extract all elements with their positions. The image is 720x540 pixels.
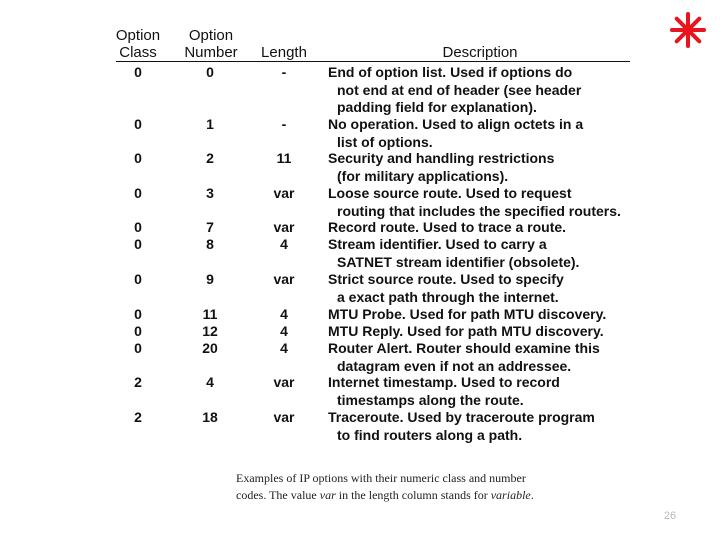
description-line: timestamps along the route. xyxy=(337,391,524,408)
description-line: not end at end of header (see header xyxy=(337,81,582,98)
row-description xyxy=(328,374,648,409)
row-class: 2 xyxy=(134,374,142,390)
row-description xyxy=(328,219,648,237)
description-line: list of options. xyxy=(337,133,433,150)
row-length: 4 xyxy=(280,306,288,322)
description-line: End of option list. Used if options do xyxy=(328,64,573,80)
row-length: 4 xyxy=(280,323,288,339)
row-description xyxy=(328,236,648,271)
row-length: 4 xyxy=(280,236,288,252)
row-class: 0 xyxy=(134,116,142,132)
caption-var: var xyxy=(319,488,336,502)
row-number: 20 xyxy=(202,340,218,356)
description-line: Internet timestamp. Used to record xyxy=(328,374,560,390)
header-rule xyxy=(116,61,630,62)
row-description xyxy=(328,185,648,220)
row-description xyxy=(328,116,648,151)
row-class: 0 xyxy=(134,306,142,322)
row-description xyxy=(328,323,648,341)
description-line: MTU Reply. Used for path MTU discovery. xyxy=(328,323,604,339)
row-length: var xyxy=(273,219,295,235)
header-option-class-text: Option Class xyxy=(115,27,161,61)
header-length: Length xyxy=(261,44,307,61)
description-line: Loose source route. Used to request xyxy=(328,185,572,201)
row-class: 0 xyxy=(134,219,142,235)
caption-line-1: Examples of IP options with their numeric class and number xyxy=(236,471,526,485)
row-class: 0 xyxy=(134,150,142,166)
row-number: 18 xyxy=(202,409,218,425)
header-option-number xyxy=(176,27,246,61)
description-line: to find routers along a path. xyxy=(337,426,523,443)
description-line: SATNET stream identifier (obsolete). xyxy=(337,253,580,270)
caption-text: . xyxy=(530,488,534,502)
row-class: 0 xyxy=(134,64,142,80)
row-length: var xyxy=(273,374,295,390)
description-line: MTU Probe. Used for path MTU discovery. xyxy=(328,306,607,322)
description-line: No operation. Used to align octets in a xyxy=(328,116,584,132)
row-number: 7 xyxy=(206,219,214,235)
figure-caption xyxy=(236,470,596,504)
description-line: Router Alert. Router should examine this xyxy=(328,340,600,356)
row-class: 0 xyxy=(134,236,142,252)
row-class: 0 xyxy=(134,323,142,339)
header-option-class xyxy=(108,27,168,61)
row-number: 12 xyxy=(202,323,218,339)
header-description: Description xyxy=(442,44,518,61)
row-number: 8 xyxy=(206,236,214,252)
description-line: routing that includes the specified routers. xyxy=(337,202,621,219)
row-length: - xyxy=(281,116,287,132)
row-number: 9 xyxy=(206,271,214,287)
row-length: var xyxy=(273,271,295,287)
description-line: Stream identifier. Used to carry a xyxy=(328,236,547,252)
row-description xyxy=(328,271,648,306)
page-number: 26 xyxy=(663,510,677,522)
row-length: var xyxy=(273,409,295,425)
row-class: 0 xyxy=(134,185,142,201)
row-length: - xyxy=(281,64,287,80)
caption-text: in the length column stands for xyxy=(335,488,491,502)
description-line: padding field for explanation). xyxy=(337,99,537,115)
description-line: Strict source route. Used to specify xyxy=(328,271,564,287)
row-number: 3 xyxy=(206,185,214,201)
row-number: 11 xyxy=(202,306,218,322)
description-line: datagram even if not an addressee. xyxy=(337,357,572,374)
row-description xyxy=(328,306,648,324)
header-option-number-text: Option Number xyxy=(184,27,238,61)
row-description xyxy=(328,64,648,117)
row-description xyxy=(328,150,648,185)
description-line: Security and handling restrictions xyxy=(328,150,555,166)
caption-line-2 xyxy=(236,487,596,504)
caption-text: codes. The value xyxy=(236,488,320,502)
row-length: 11 xyxy=(276,150,292,166)
row-length: 4 xyxy=(280,340,288,356)
row-description xyxy=(328,340,648,375)
red-star-icon xyxy=(668,10,708,50)
row-length: var xyxy=(273,185,295,201)
description-line: a exact path through the internet. xyxy=(337,288,559,305)
row-description xyxy=(328,409,648,444)
row-class: 0 xyxy=(134,340,142,356)
row-number: 4 xyxy=(206,374,214,390)
row-class: 0 xyxy=(134,271,142,287)
description-line: Record route. Used to trace a route. xyxy=(328,219,567,235)
description-line: Traceroute. Used by traceroute program xyxy=(328,409,595,425)
row-class: 2 xyxy=(134,409,142,425)
row-number: 2 xyxy=(206,150,214,166)
row-number: 1 xyxy=(206,116,214,132)
description-line: (for military applications). xyxy=(337,167,509,184)
row-number: 0 xyxy=(206,64,214,80)
caption-variable: variable xyxy=(490,488,531,502)
